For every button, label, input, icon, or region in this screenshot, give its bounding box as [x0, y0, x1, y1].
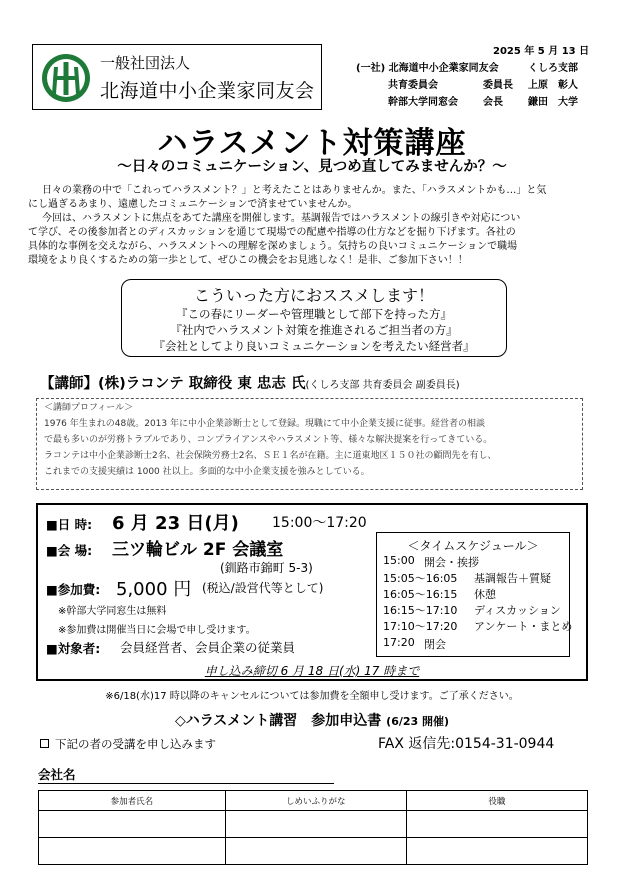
- issuer-person: くしろ支部: [528, 63, 578, 74]
- intro-line: 今回は、ハラスメントに焦点をあてた講座を開催します。基調報告ではハラスメントの線引きや対応につい: [42, 213, 521, 224]
- event-date: 6 月 23 日(月): [112, 513, 239, 534]
- participant-furigana-header: しめいふりがな: [225, 791, 406, 811]
- lecturer-affiliation: (くしろ支部 共育委員会 副委員長): [305, 380, 460, 391]
- apply-checkbox[interactable]: [40, 739, 49, 748]
- application-title-text: ◇ハラスメント講習 参加申込書: [174, 713, 382, 729]
- profile-line: で最も多いのが労務トラブルであり、コンプライアンスやハラスメント等、様々な解決提案を行ってきている。: [44, 435, 493, 445]
- doyukai-logo-icon: [40, 52, 92, 104]
- issuer-org: 共育委員会: [388, 80, 438, 91]
- lecturer-line: [40, 372, 460, 393]
- schedule-heading: ＜タイムスケジュール＞: [407, 539, 539, 553]
- table-row: [39, 838, 588, 865]
- recommendation-item: 『この春にリーダーや管理職として部下を持った方』: [176, 307, 452, 321]
- fax-number: FAX 返信先:0154-31-0944: [378, 736, 555, 752]
- schedule-item: アンケート・まとめ: [474, 620, 573, 633]
- participant-name-cell[interactable]: [39, 838, 226, 865]
- schedule-time: 16:15～17:10: [383, 604, 458, 617]
- profile-line: ラコンテは中小企業診断士2名、社会保険労務士2名、ＳＥ１名が在籍。主に道東地区１５０社の顧問先を有し、: [44, 451, 497, 461]
- schedule-time: 15:05～16:05: [383, 572, 458, 585]
- issuer-org: (一社) 北海道中小企業家同友会: [356, 63, 499, 74]
- venue-address: (釧路市錦町 5-3): [220, 561, 313, 575]
- page-subtitle: ～日々のコミュニケーション、見つめ直してみませんか？～: [117, 159, 507, 175]
- event-time: 15:00～17:20: [272, 515, 367, 531]
- participant-furigana-cell[interactable]: [225, 838, 406, 865]
- schedule-item: 閉会: [424, 638, 446, 651]
- participant-table: [38, 790, 588, 865]
- schedule-item: 休憩: [474, 588, 496, 601]
- participant-position-cell[interactable]: [406, 811, 587, 838]
- profile-line: 1976 年生まれの48歳。2013 年に中小企業診断士として登録。現職にて中小企業支援に従事。経営者の相談: [44, 419, 485, 429]
- schedule-item: 基調報告＋質疑: [474, 572, 551, 585]
- cancellation-note: ※6/18(水)17 時以降のキャンセルについては参加費を全額申し受けます。ご了承ください。: [105, 691, 519, 702]
- intro-line: にし過ぎるあまり、遠慮したコミュニケーションで済ませていませんか。: [28, 199, 358, 210]
- profile-line: これまでの支援実績は 1000 社以上。多面的な中小企業支援を強みとしている。: [44, 467, 370, 477]
- issuer-role: 委員長: [483, 80, 513, 91]
- company-name-field[interactable]: [38, 783, 334, 784]
- lecturer-name: 【講師】(株)ラコンテ 取締役 東 忠志 氏: [40, 376, 306, 392]
- intro-line: 具体的な事例を交えながら、ハラスメントへの理解を深めましょう。気持ちの良いコミュニケーションで職場: [28, 241, 518, 252]
- fee-label: ■参加費:: [46, 582, 101, 597]
- target-label: ■対象者:: [46, 641, 101, 656]
- intro-line: 環境をより良くするための第一歩として、ぜひこの機会をお見逃しなく！是非、ご参加下さい！！: [28, 255, 468, 266]
- recommendation-item: 『社内でハラスメント対策を推進されるご担当者の方』: [170, 323, 458, 337]
- application-deadline: 申し込み締切 6 月 18 日(水) 17 時まで: [204, 664, 420, 678]
- event-venue: 三ツ輪ビル 2F 会議室: [112, 540, 284, 560]
- company-name-label: 会社名: [38, 767, 76, 782]
- table-row: [39, 811, 588, 838]
- organization-type: 一般社団法人: [100, 54, 191, 72]
- participant-position-cell[interactable]: [406, 838, 587, 865]
- date-label: ■日 時:: [46, 517, 93, 532]
- schedule-item: ディスカッション: [474, 604, 561, 617]
- schedule-time: 16:05～16:15: [383, 588, 458, 601]
- issuer-person: 上原 彰人: [528, 80, 578, 91]
- intro-line: て学び、その後参加者とのディスカッションを通じて現場での配慮や指導の仕方などを掘り下げます。各社の: [28, 227, 516, 238]
- table-header-row: [39, 791, 588, 811]
- issue-date: 2025 年 5 月 13 日: [493, 46, 590, 57]
- profile-heading: ＜講師プロフィール＞: [44, 403, 134, 413]
- event-note: ※参加費は開催当日に会場で申し受けます。: [58, 625, 256, 636]
- participant-furigana-cell[interactable]: [225, 811, 406, 838]
- apply-text: 下記の者の受講を申し込みます: [55, 737, 216, 751]
- schedule-time: 17:10～17:20: [383, 620, 458, 633]
- event-note: ※幹部大学同窓生は無料: [58, 606, 167, 617]
- application-title-date: (6/23 開催): [386, 715, 450, 728]
- page-title: ハラスメント対策講座: [157, 126, 467, 161]
- participant-position-header: 役職: [406, 791, 587, 811]
- participant-name-cell[interactable]: [39, 811, 226, 838]
- issuer-person: 鎌田 大学: [528, 97, 578, 108]
- schedule-time: 17:20: [383, 636, 415, 649]
- participant-name-header: 参加者氏名: [39, 791, 226, 811]
- event-fee: 5,000 円: [116, 579, 192, 600]
- issuer-org: 幹部大学同窓会: [388, 97, 458, 108]
- schedule-item: 開会・挨拶: [424, 556, 479, 569]
- intro-line: 日々の業務の中で「これってハラスメント？」と考えたことはありませんか。また、「ハラスメントかも…」と気: [42, 185, 547, 196]
- issuer-role: 会長: [483, 97, 503, 108]
- recommendation-item: 『会社としてより良いコミュニケーションを考えたい経営者』: [153, 339, 475, 353]
- recommendation-heading: こういった方におススメします！: [193, 286, 434, 305]
- organization-name: 北海道中小企業家同友会: [100, 80, 315, 102]
- fee-note: (税込/設営代等として): [202, 581, 324, 595]
- schedule-time: 15:00: [383, 554, 415, 567]
- application-title: [0, 710, 624, 730]
- venue-label: ■会 場:: [46, 543, 93, 558]
- event-target: 会員経営者、会員企業の従業員: [120, 640, 296, 655]
